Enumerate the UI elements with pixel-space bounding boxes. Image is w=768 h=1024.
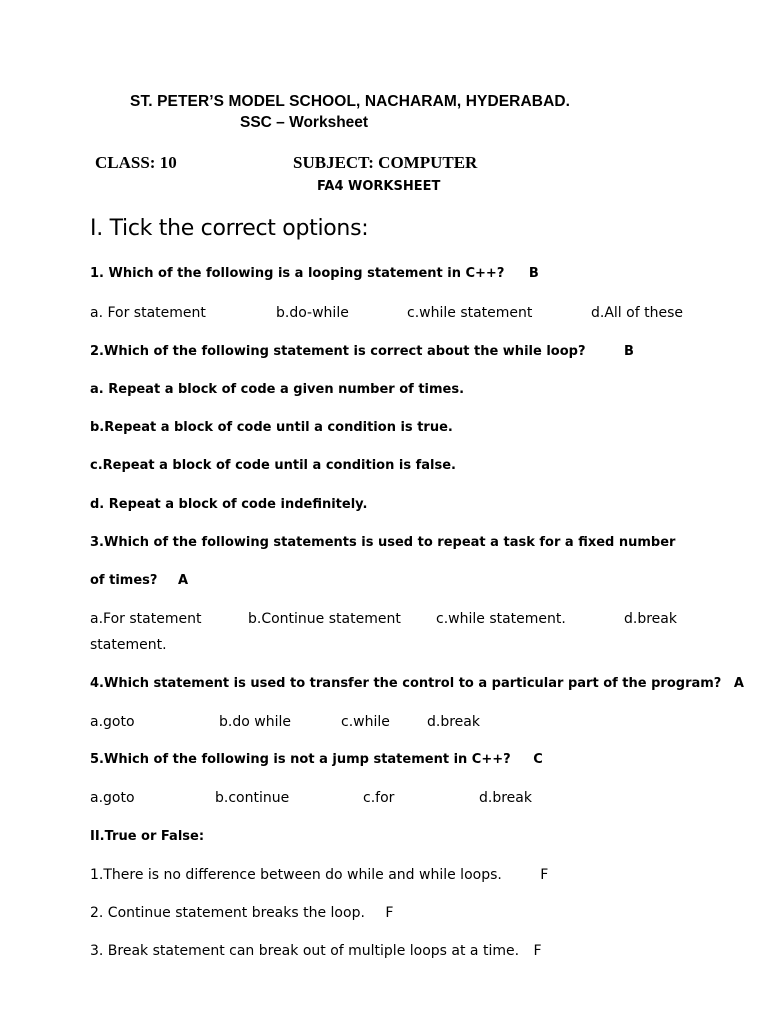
tf-item-1 <box>90 867 548 883</box>
q3-option-a: a.For statement <box>90 611 202 627</box>
question-answer: B <box>528 266 539 281</box>
q2-option-c: c.Repeat a block of code until a condition is false. <box>90 458 456 473</box>
question-5 <box>90 752 543 767</box>
tf-answer: F <box>533 943 542 959</box>
q1-option-a: a. For statement <box>90 305 206 321</box>
question-text: 4.Which statement is used to transfer the control to a particular part of the program? <box>90 676 722 691</box>
tf-text: 1.There is no difference between do while and while loops. <box>90 867 502 883</box>
q4-option-d: d.break <box>427 714 480 730</box>
q5-option-d: d.break <box>479 790 532 806</box>
question-answer: A <box>177 573 189 588</box>
tf-item-3 <box>90 943 542 959</box>
question-answer: A <box>733 676 744 691</box>
q2-option-d: d. Repeat a block of code indefinitely. <box>90 497 368 512</box>
q3-option-b: b.Continue statement <box>248 611 401 627</box>
tf-item-2 <box>90 905 393 921</box>
q5-option-b: b.continue <box>215 790 290 806</box>
tf-answer: F <box>540 867 549 883</box>
tf-text: 2. Continue statement breaks the loop. <box>90 905 365 921</box>
q3-option-d: d.break <box>624 611 677 627</box>
subject-label: SUBJECT: COMPUTER <box>293 153 478 172</box>
worksheet-title: SSC – Worksheet <box>240 114 369 131</box>
question-text: 2.Which of the following statement is correct about the while loop? <box>90 344 586 359</box>
question-2 <box>90 344 634 359</box>
section-heading-true-false: II.True or False: <box>90 829 205 844</box>
fa-label: FA4 WORKSHEET <box>317 179 441 194</box>
school-name: ST. PETER’S MODEL SCHOOL, NACHARAM, HYDERABAD. <box>130 93 571 110</box>
question-text: 1. Which of the following is a looping statement in C++? <box>90 266 505 281</box>
q4-option-a: a.goto <box>90 714 135 730</box>
tf-answer: F <box>385 905 394 921</box>
question-3-line-2 <box>90 573 188 588</box>
q3-option-c: c.while statement. <box>436 611 566 627</box>
question-3-line-1: 3.Which of the following statements is used to repeat a task for a fixed number <box>90 535 676 550</box>
q1-option-c: c.while statement <box>407 305 533 321</box>
question-4 <box>90 676 744 691</box>
class-label: CLASS: 10 <box>95 153 177 172</box>
q5-option-a: a.goto <box>90 790 135 806</box>
question-answer: C <box>533 752 543 767</box>
question-text: 5.Which of the following is not a jump statement in C++? <box>90 752 511 767</box>
q5-option-c: c.for <box>363 790 395 806</box>
q1-option-d: d.All of these <box>591 305 683 321</box>
question-answer: B <box>624 344 634 359</box>
q4-option-c: c.while <box>341 714 390 730</box>
q1-option-b: b.do-while <box>276 305 349 321</box>
question-1 <box>90 266 539 281</box>
q2-option-b: b.Repeat a block of code until a condition is true. <box>90 420 453 435</box>
tf-text: 3. Break statement can break out of multiple loops at a time. <box>90 943 520 959</box>
question-text: of times? <box>90 573 158 588</box>
q3-option-d-wrap: statement. <box>90 637 167 653</box>
q2-option-a: a. Repeat a block of code a given number of times. <box>90 382 465 397</box>
section-heading-tick: I. Tick the correct options: <box>90 216 369 241</box>
q4-option-b: b.do while <box>219 714 291 730</box>
